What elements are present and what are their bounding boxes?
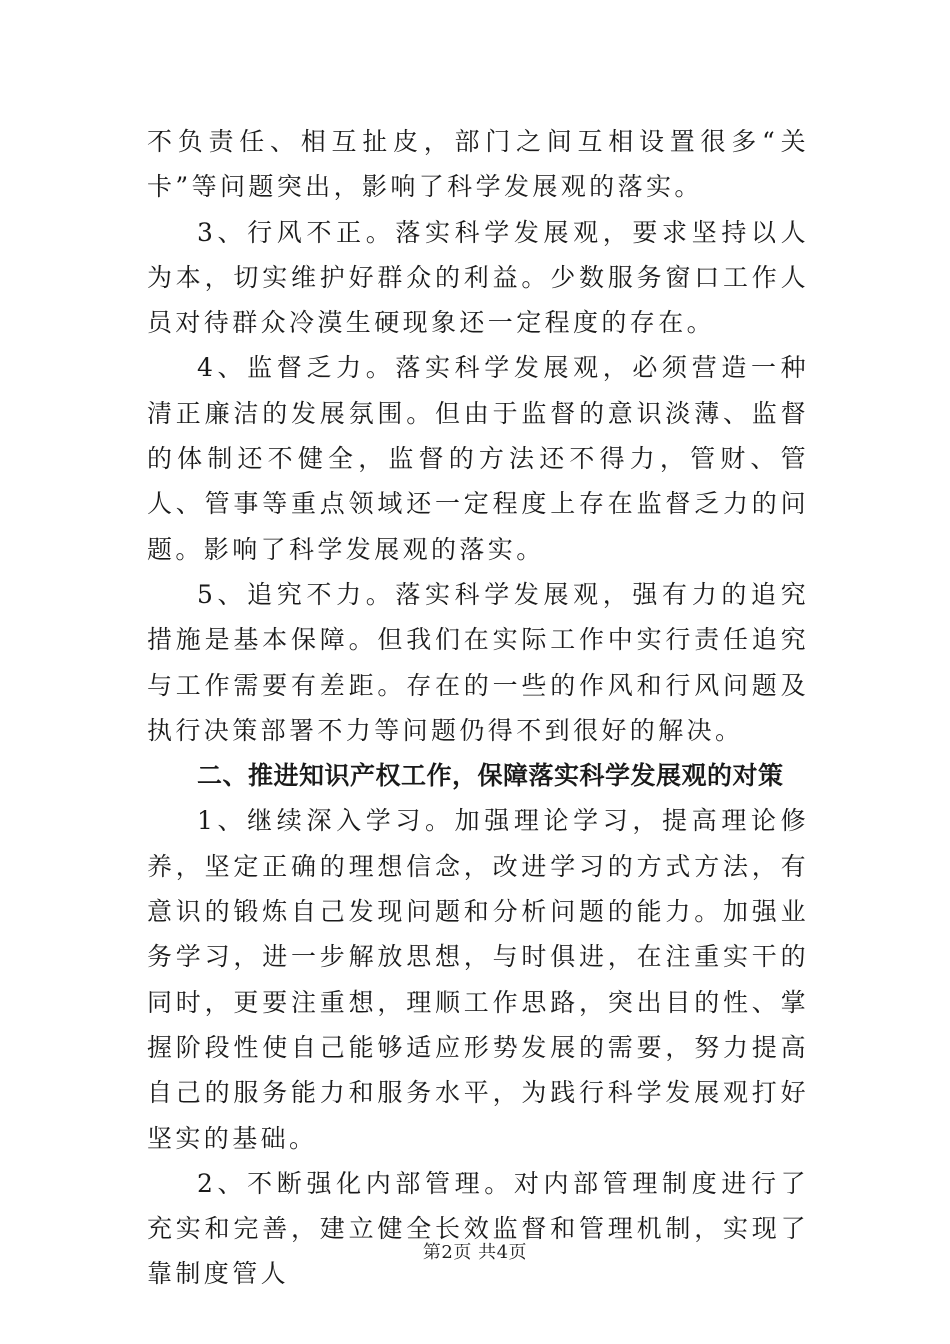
section-heading: 二、推进知识产权工作，保障落实科学发展观的对策 <box>197 761 784 791</box>
paragraph-item-1: 1、继续深入学习。加强理论学习，提高理论修养，坚定正确的理想信念，改进学习的方式方法，有意识的锻炼自己发现问题和分析问题的能力。加强业务学习，进一步解放思想，与时俱进，在注重实干的同时，更要注重想，理顺工作思路，突出目的性、掌握阶段性使自己能够适应形势发展的需要，努力提高自己的服务能力和服务水平，为践行科学发展观打好坚实的基础。 <box>147 806 809 1153</box>
paragraph-continuation: 不负责任、相互扯皮，部门之间互相设置很多“关卡”等问题突出，影响了科学发展观的落实。 <box>147 127 809 202</box>
paragraph-item-3: 3、行风不正。落实科学发展观，要求坚持以人为本，切实维护好群众的利益。少数服务窗口工作人员对待群众冷漠生硬现象还一定程度的存在。 <box>147 217 809 338</box>
paragraph-item-5: 5、追究不力。落实科学发展观，强有力的追究措施是基本保障。但我们在实际工作中实行责任追究与工作需要有差距。存在的一些的作风和行风问题及执行决策部署不力等问题仍得不到很好的解决。 <box>147 579 809 745</box>
document-body <box>147 119 809 1297</box>
page-number-footer: 第2页 共4页 <box>422 1242 528 1263</box>
paragraph-item-2: 2、不断强化内部管理。对内部管理制度进行了充实和完善，建立健全长效监督和管理机制，实现了靠制度管人 <box>147 1168 809 1289</box>
paragraph-item-4: 4、监督乏力。落实科学发展观，必须营造一种清正廉洁的发展氛围。但由于监督的意识淡薄、监督的体制还不健全，监督的方法还不得力，管财、管人、管事等重点领域还一定程度上存在监督乏力的问题。影响了科学发展观的落实。 <box>147 353 809 564</box>
